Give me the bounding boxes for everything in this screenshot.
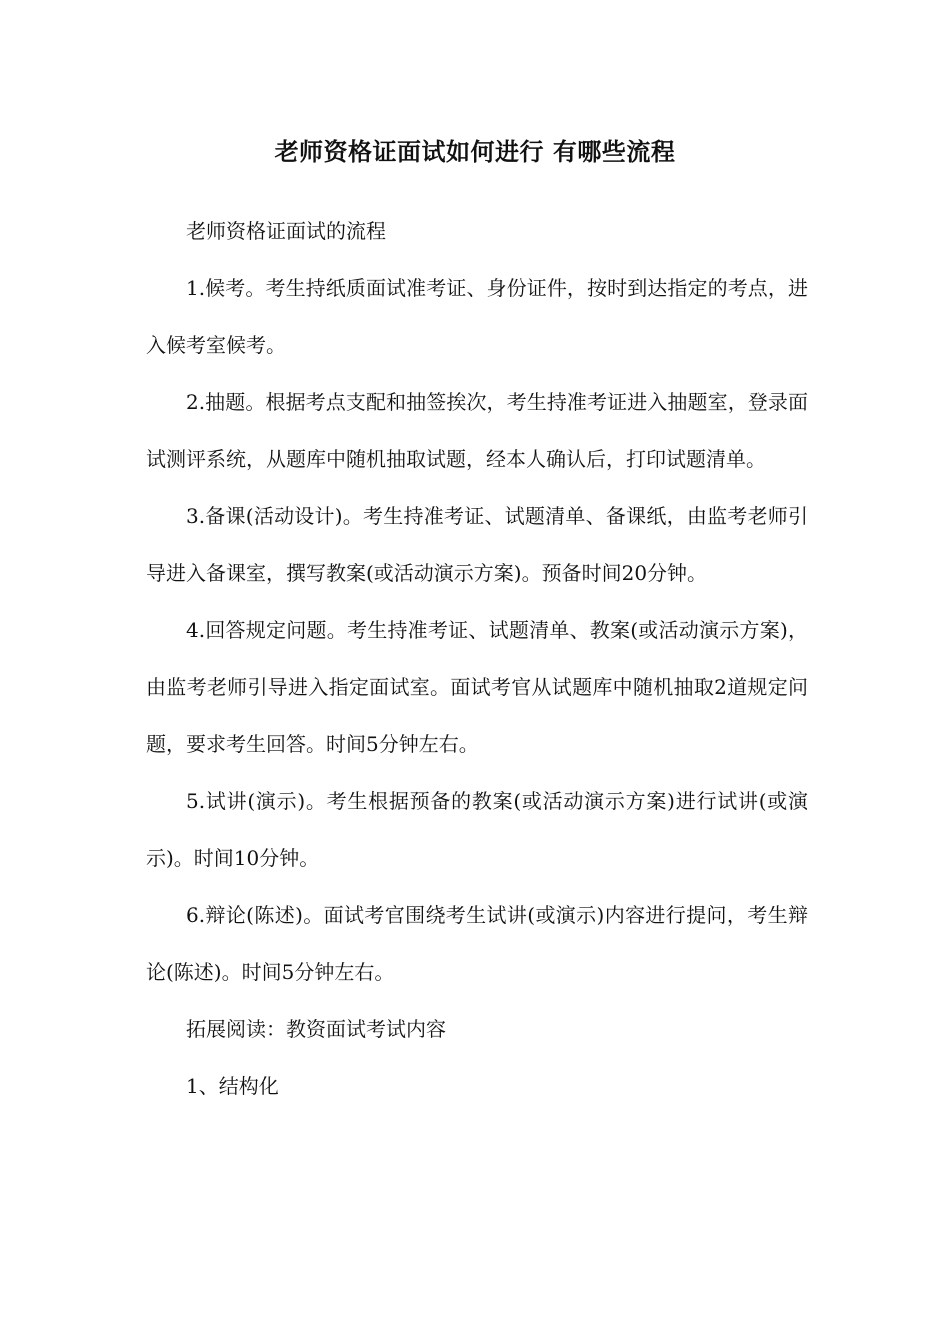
paragraph-step-2-draw-questions: 2.抽题。根据考点支配和抽签挨次，考生持准考证进入抽题室，登录面试测评系统，从题库中随机抽取试题，经本人确认后，打印试题清单。 — [146, 390, 808, 471]
paragraph-step-5-trial-lecture: 5.试讲(演示)。考生根据预备的教案(或活动演示方案)进行试讲(或演示)。时间10分钟。 — [146, 789, 808, 870]
paragraph-step-1-waiting: 1.候考。考生持纸质面试准考证、身份证件，按时到达指定的考点，进入候考室候考。 — [146, 276, 808, 357]
paragraph-step-4-answer-questions: 4.回答规定问题。考生持准考证、试题清单、教案(或活动演示方案)，由监考老师引导进入指定面试室。面试考官从试题库中随机抽取2道规定问题，要求考生回答。时间5分钟左右。 — [146, 618, 808, 756]
paragraph-interview-process-heading: 老师资格证面试的流程 — [186, 219, 386, 243]
paragraph-step-6-defense: 6.辩论(陈述)。面试考官围绕考生试讲(或演示)内容进行提问，考生辩论(陈述)。时间5分钟左右。 — [146, 903, 808, 984]
paragraph-extended-reading: 拓展阅读：教资面试考试内容 — [186, 1017, 446, 1041]
paragraph-step-3-lesson-prep: 3.备课(活动设计)。考生持准考证、试题清单、备课纸，由监考老师引导进入备课室，撰写教案(或活动演示方案)。预备时间20分钟。 — [146, 504, 808, 585]
document-title: 老师资格证面试如何进行 有哪些流程 — [274, 137, 676, 166]
paragraph-structured-section: 1、结构化 — [186, 1074, 279, 1098]
document-body — [146, 203, 808, 1115]
